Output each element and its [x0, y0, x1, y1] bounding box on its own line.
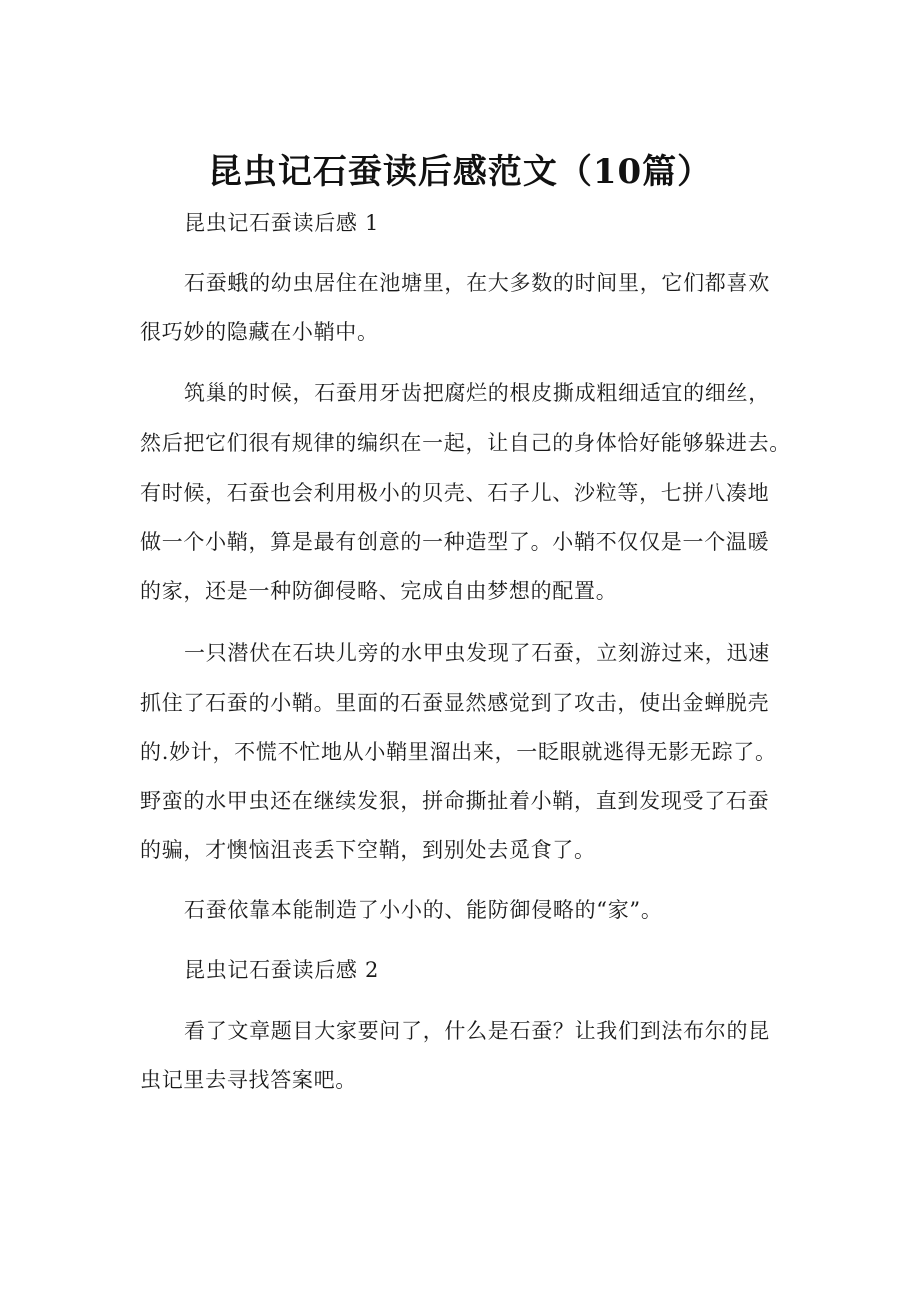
section-heading: 昆虫记石蚕读后感 2 [184, 958, 380, 982]
paragraph-line: 有时候，石蚕也会利用极小的贝壳、石子儿、沙粒等，七拼八凑地 [140, 481, 770, 505]
paragraph-line: 虫记里去寻找答案吧。 [140, 1068, 357, 1092]
paragraph-line: 很巧妙的隐藏在小鞘中。 [140, 320, 379, 344]
document-title: 昆虫记石蚕读后感范文（10篇） [207, 152, 713, 192]
paragraph-line: 看了文章题目大家要问了，什么是石蚕？让我们到法布尔的昆 [184, 1019, 770, 1043]
paragraph-line: 筑巢的时候，石蚕用牙齿把腐烂的根皮撕成粗细适宜的细丝， [184, 381, 770, 405]
paragraph-line: 石蚕蛾的幼虫居住在池塘里，在大多数的时间里，它们都喜欢 [184, 271, 770, 295]
paragraph-line: 野蛮的水甲虫还在继续发狠，拼命撕扯着小鞘，直到发现受了石蚕 [140, 789, 770, 813]
paragraph-line: 的家，还是一种防御侵略、完成自由梦想的配置。 [140, 579, 618, 603]
paragraph-line: 的.妙计，不慌不忙地从小鞘里溜出来，一眨眼就逃得无影无踪了。 [140, 740, 777, 764]
paragraph-line: 一只潜伏在石块儿旁的水甲虫发现了石蚕，立刻游过来，迅速 [184, 641, 770, 665]
paragraph-line: 的骗，才懊恼沮丧丢下空鞘，到别处去觅食了。 [140, 838, 596, 862]
section-heading: 昆虫记石蚕读后感 1 [184, 211, 380, 235]
paragraph-line: 石蚕依靠本能制造了小小的、能防御侵略的“家”。 [184, 898, 663, 922]
paragraph-line: 然后把它们很有规律的编织在一起，让自己的身体恰好能够躲进去。 [140, 431, 791, 455]
paragraph-line: 抓住了石蚕的小鞘。里面的石蚕显然感觉到了攻击，使出金蝉脱壳 [140, 691, 770, 715]
paragraph-line: 做一个小鞘，算是最有创意的一种造型了。小鞘不仅仅是一个温暖 [140, 530, 770, 554]
